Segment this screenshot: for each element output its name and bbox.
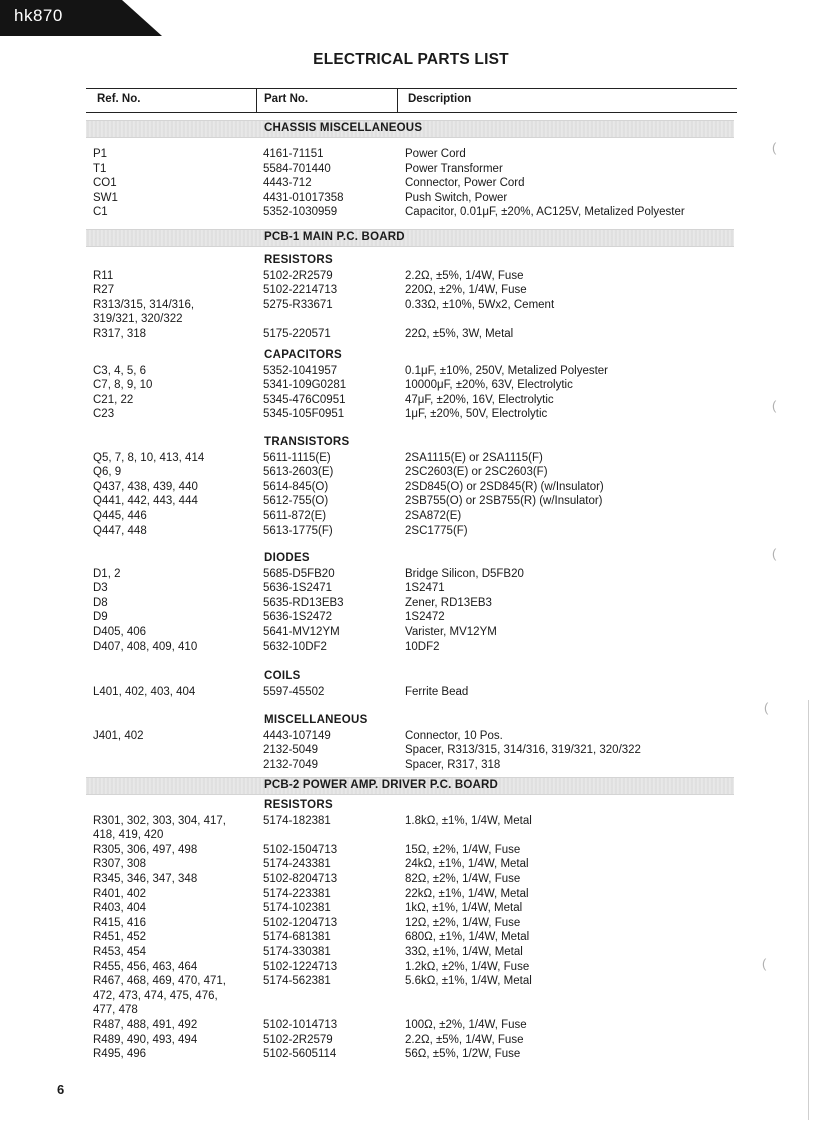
part-no: 5636-1S2472 bbox=[263, 611, 333, 624]
ref-no: CO1 bbox=[93, 177, 117, 190]
description: 1.8kΩ, ±1%, 1/4W, Metal bbox=[405, 814, 532, 827]
description: 1S2471 bbox=[405, 582, 445, 595]
part-no: 5174-223381 bbox=[263, 887, 331, 900]
ref-no: C1 bbox=[93, 206, 108, 219]
description: Spacer, R317, 318 bbox=[405, 758, 501, 771]
ref-no: P1 bbox=[93, 148, 108, 160]
description: Capacitor, 0.01μF, ±20%, AC125V, Metalized Polyester bbox=[405, 206, 685, 219]
description: Varister, MV12YM bbox=[405, 626, 497, 638]
description: Spacer, R313/315, 314/316, 319/321, 320/322 bbox=[405, 744, 641, 757]
part-no: 5174-102381 bbox=[263, 902, 331, 915]
ref-no: Q5, 7, 8, 10, 413, 414 bbox=[93, 451, 205, 464]
description: 1kΩ, ±1%, 1/4W, Metal bbox=[405, 902, 523, 915]
description: 56Ω, ±5%, 1/2W, Fuse bbox=[405, 1048, 521, 1061]
scan-edge bbox=[808, 700, 809, 1120]
description: 0.1μF, ±10%, 250V, Metalized Polyester bbox=[405, 364, 609, 377]
ref-no: C21, 22 bbox=[93, 393, 134, 406]
part-no: 5102-2214713 bbox=[263, 284, 338, 297]
part-no: 5611-872(E) bbox=[263, 510, 327, 522]
part-no: 5102-8204713 bbox=[263, 873, 338, 885]
ref-no: D9 bbox=[93, 611, 108, 624]
ref-no: C7, 8, 9, 10 bbox=[93, 379, 153, 392]
description: Connector, 10 Pos. bbox=[405, 729, 503, 742]
ref-no: R345, 346, 347, 348 bbox=[93, 873, 198, 885]
ref-no: 477, 478 bbox=[93, 1004, 138, 1017]
part-no: 5102-1224713 bbox=[263, 960, 338, 973]
binder-hole-mark: ( bbox=[762, 956, 767, 971]
part-no: 4161-71151 bbox=[263, 148, 324, 160]
part-no: 5611-1115(E) bbox=[263, 451, 331, 464]
description: 2SB755(O) or 2SB755(R) (w/Insulator) bbox=[405, 495, 603, 508]
part-no: 4443-107149 bbox=[263, 729, 331, 742]
description: Push Switch, Power bbox=[405, 191, 508, 204]
section-title: PCB-1 MAIN P.C. BOARD bbox=[264, 231, 405, 243]
binder-hole-mark: ( bbox=[772, 546, 777, 561]
part-no: 5635-RD13EB3 bbox=[263, 596, 344, 609]
ref-no: R451, 452 bbox=[93, 931, 147, 944]
part-no: 4443-712 bbox=[263, 177, 312, 190]
description: 100Ω, ±2%, 1/4W, Fuse bbox=[405, 1019, 527, 1031]
description: 10000μF, ±20%, 63V, Electrolytic bbox=[405, 379, 573, 392]
ref-no: L401, 402, 403, 404 bbox=[93, 685, 196, 698]
description: 2SC1775(F) bbox=[405, 524, 468, 537]
part-no: 5174-330381 bbox=[263, 946, 331, 958]
description: 82Ω, ±2%, 1/4W, Fuse bbox=[405, 873, 521, 885]
description: 2SA872(E) bbox=[405, 510, 462, 522]
group-title: COILS bbox=[264, 670, 301, 682]
ref-no: R455, 456, 463, 464 bbox=[93, 960, 198, 973]
part-no: 5174-182381 bbox=[263, 814, 331, 827]
part-no: 2132-7049 bbox=[263, 758, 318, 771]
column-header-description: Description bbox=[408, 93, 472, 105]
description: 24kΩ, ±1%, 1/4W, Metal bbox=[405, 858, 529, 871]
part-no: 5597-45502 bbox=[263, 685, 325, 698]
header-bottom-rule bbox=[86, 112, 737, 113]
part-no: 4431-01017358 bbox=[263, 191, 344, 204]
group-title: DIODES bbox=[264, 552, 310, 564]
ref-no: D3 bbox=[93, 582, 108, 595]
section-title: PCB-2 POWER AMP. DRIVER P.C. BOARD bbox=[264, 779, 499, 791]
description: Power Cord bbox=[405, 148, 466, 160]
part-no: 5102-1014713 bbox=[263, 1019, 338, 1031]
header-top-rule bbox=[86, 88, 737, 89]
page-number: 6 bbox=[57, 1082, 65, 1097]
ref-no: C23 bbox=[93, 408, 115, 421]
description: 2.2Ω, ±5%, 1/4W, Fuse bbox=[405, 1033, 524, 1046]
description: Bridge Silicon, D5FB20 bbox=[405, 567, 524, 580]
part-no: 5345-476C0951 bbox=[263, 393, 346, 406]
ref-no: R401, 402 bbox=[93, 887, 147, 900]
part-no: 5641-MV12YM bbox=[263, 626, 340, 638]
part-no: 2132-5049 bbox=[263, 744, 318, 757]
ref-no: R489, 490, 493, 494 bbox=[93, 1033, 198, 1046]
description: 2SC2603(E) or 2SC2603(F) bbox=[405, 466, 548, 479]
ref-no: J401, 402 bbox=[93, 729, 144, 742]
description: Power Transformer bbox=[405, 162, 503, 175]
ref-no: R487, 488, 491, 492 bbox=[93, 1019, 198, 1031]
description: 2SA1115(E) or 2SA1115(F) bbox=[405, 451, 543, 464]
description: 5.6kΩ, ±1%, 1/4W, Metal bbox=[405, 975, 532, 988]
ref-no: D407, 408, 409, 410 bbox=[93, 640, 198, 653]
ref-no: R305, 306, 497, 498 bbox=[93, 843, 198, 856]
description: Ferrite Bead bbox=[405, 685, 469, 698]
group-title: RESISTORS bbox=[264, 254, 333, 266]
ref-no: 418, 419, 420 bbox=[93, 829, 164, 842]
group-title: RESISTORS bbox=[264, 799, 333, 811]
ref-no: R453, 454 bbox=[93, 946, 147, 958]
part-no: 5632-10DF2 bbox=[263, 640, 327, 653]
description: 10DF2 bbox=[405, 640, 440, 653]
ref-no: 472, 473, 474, 475, 476, bbox=[93, 989, 218, 1002]
description: 2SD845(O) or 2SD845(R) (w/Insulator) bbox=[405, 480, 604, 493]
header-divider-2 bbox=[397, 88, 398, 112]
part-no: 5612-755(O) bbox=[263, 495, 329, 508]
part-no: 5174-681381 bbox=[263, 931, 331, 944]
description: 1.2kΩ, ±2%, 1/4W, Fuse bbox=[405, 960, 530, 973]
description: 22kΩ, ±1%, 1/4W, Metal bbox=[405, 887, 529, 900]
ref-no: D1, 2 bbox=[93, 567, 121, 580]
binder-hole-mark: ( bbox=[764, 700, 769, 715]
part-no: 5174-243381 bbox=[263, 858, 331, 871]
group-title: TRANSISTORS bbox=[264, 436, 350, 448]
part-no: 5613-1775(F) bbox=[263, 524, 333, 537]
part-no: 5102-1204713 bbox=[263, 916, 338, 929]
description: 22Ω, ±5%, 3W, Metal bbox=[405, 328, 514, 340]
part-no: 5102-1504713 bbox=[263, 843, 338, 856]
page-title: ELECTRICAL PARTS LIST bbox=[313, 51, 509, 68]
ref-no: R307, 308 bbox=[93, 858, 147, 871]
ref-no: Q445, 446 bbox=[93, 510, 147, 522]
description: 12Ω, ±2%, 1/4W, Fuse bbox=[405, 916, 521, 929]
part-no: 5102-2R2579 bbox=[263, 269, 333, 282]
description: Zener, RD13EB3 bbox=[405, 596, 492, 609]
part-no: 5175-220571 bbox=[263, 328, 331, 340]
ref-no: R27 bbox=[93, 284, 115, 297]
ref-no: R317, 318 bbox=[93, 328, 147, 340]
part-no: 5102-2R2579 bbox=[263, 1033, 333, 1046]
part-no: 5102-5605114 bbox=[263, 1048, 337, 1061]
ref-no: D405, 406 bbox=[93, 626, 147, 638]
description: 1S2472 bbox=[405, 611, 445, 624]
column-header-part: Part No. bbox=[264, 93, 309, 105]
description: 680Ω, ±1%, 1/4W, Metal bbox=[405, 931, 530, 944]
part-no: 5613-2603(E) bbox=[263, 466, 334, 479]
ref-no: R415, 416 bbox=[93, 916, 147, 929]
ref-no: 319/321, 320/322 bbox=[93, 313, 183, 326]
ref-no: R467, 468, 469, 470, 471, bbox=[93, 975, 226, 988]
ref-no: R301, 302, 303, 304, 417, bbox=[93, 814, 226, 827]
description: 47μF, ±20%, 16V, Electrolytic bbox=[405, 393, 554, 406]
ref-no: Q441, 442, 443, 444 bbox=[93, 495, 198, 508]
part-no: 5341-109G0281 bbox=[263, 379, 347, 392]
part-no: 5275-R33671 bbox=[263, 298, 333, 311]
ref-no: D8 bbox=[93, 596, 108, 609]
group-title: MISCELLANEOUS bbox=[264, 714, 368, 726]
brand-tab bbox=[0, 0, 162, 36]
ref-no: T1 bbox=[93, 162, 107, 175]
part-no: 5174-562381 bbox=[263, 975, 331, 988]
section-bar bbox=[86, 229, 734, 247]
part-no: 5352-1041957 bbox=[263, 364, 338, 377]
part-no: 5345-105F0951 bbox=[263, 408, 345, 421]
description: 1μF, ±20%, 50V, Electrolytic bbox=[405, 408, 548, 421]
binder-hole-mark: ( bbox=[772, 398, 777, 413]
ref-no: R403, 404 bbox=[93, 902, 147, 915]
binder-hole-mark: ( bbox=[772, 140, 777, 155]
section-title: CHASSIS MISCELLANEOUS bbox=[264, 122, 423, 134]
part-no: 5584-701440 bbox=[263, 162, 331, 175]
ref-no: Q437, 438, 439, 440 bbox=[93, 480, 198, 493]
part-no: 5614-845(O) bbox=[263, 480, 329, 493]
header-divider-1 bbox=[256, 88, 257, 112]
group-title: CAPACITORS bbox=[264, 349, 342, 361]
description: 220Ω, ±2%, 1/4W, Fuse bbox=[405, 284, 527, 297]
ref-no: SW1 bbox=[93, 191, 118, 204]
description: Connector, Power Cord bbox=[405, 177, 525, 190]
description: 2.2Ω, ±5%, 1/4W, Fuse bbox=[405, 269, 524, 282]
description: 0.33Ω, ±10%, 5Wx2, Cement bbox=[405, 298, 555, 311]
ref-no: R313/315, 314/316, bbox=[93, 298, 195, 311]
description: 33Ω, ±1%, 1/4W, Metal bbox=[405, 946, 523, 958]
part-no: 5636-1S2471 bbox=[263, 582, 333, 595]
part-no: 5685-D5FB20 bbox=[263, 567, 335, 580]
ref-no: Q447, 448 bbox=[93, 524, 147, 537]
brand-tab-label: hk870 bbox=[14, 6, 63, 25]
description: 15Ω, ±2%, 1/4W, Fuse bbox=[405, 843, 521, 856]
ref-no: Q6, 9 bbox=[93, 466, 122, 479]
part-no: 5352-1030959 bbox=[263, 206, 338, 219]
column-header-ref: Ref. No. bbox=[97, 93, 141, 105]
ref-no: R11 bbox=[93, 269, 114, 282]
ref-no: C3, 4, 5, 6 bbox=[93, 364, 147, 377]
ref-no: R495, 496 bbox=[93, 1048, 147, 1061]
